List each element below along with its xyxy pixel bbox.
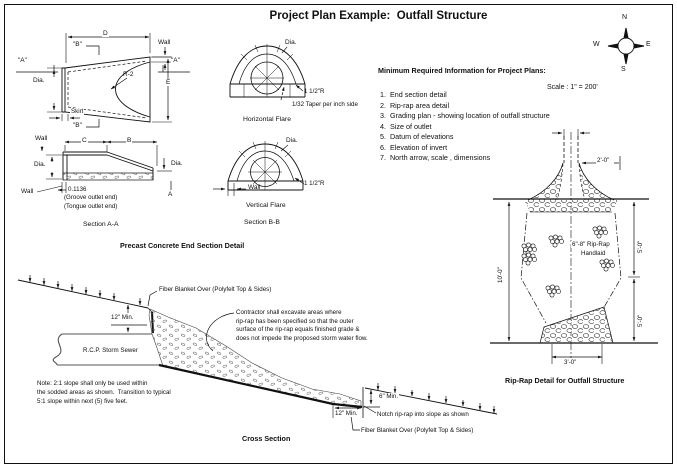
cs-slope-note-line2: the sodded areas as shown. Transition to typical xyxy=(37,389,171,396)
cs-contractor-note-line3: surface of the rip-rap equals finished grade & xyxy=(236,326,360,333)
cs-rcp-label: R.C.P. Storm Sewer xyxy=(83,347,138,354)
aa-caption: Section A-A xyxy=(83,221,119,228)
plan-dia-label: Dia. xyxy=(33,77,45,84)
riprap-dim-2ft-label: 2'-0" xyxy=(597,157,610,164)
horizontal-flare-drawing xyxy=(230,44,305,100)
min-info-item-2: 2. Rip-rap area detail xyxy=(380,101,450,110)
cs-contractor-note-line1: Contractor shall excavate areas where xyxy=(236,309,342,316)
min-info-heading: Minimum Required Information for Project Plans: xyxy=(378,66,546,75)
riprap-note-line1: 6"-8" Rip-Rap xyxy=(572,241,610,248)
compass-rose-drawing xyxy=(608,28,644,64)
riprap-dim-10ft-label: 10'-0" xyxy=(497,267,504,283)
min-info-item-4: 4. Size of outlet xyxy=(380,122,432,131)
min-info-item-5: 5. Datum of elevations xyxy=(380,132,454,141)
aa-groove-label: (Groove outlet end) xyxy=(64,194,118,201)
compass-south-label: S xyxy=(621,66,626,73)
plan-section-b-bottom-label: "B" xyxy=(73,122,82,129)
plan-section-a-left-label: "A" xyxy=(18,57,27,64)
section-bb-caption: Section B-B xyxy=(244,219,280,226)
page-title: Project Plan Example: Outfall Structure xyxy=(269,10,488,22)
aa-dim-b-label: B xyxy=(127,137,132,144)
precast-caption: Precast Concrete End Section Detail xyxy=(120,241,245,250)
compass-west-label: W xyxy=(593,41,600,48)
riprap-dim-3ft-label: 3'-0" xyxy=(564,359,577,366)
riprap-dim-5ft-lower-label: 5'-0" xyxy=(637,314,644,327)
cs-contractor-note-line2: rip-rap has been specified so that the outer xyxy=(236,318,354,325)
plan-skirt-label: Skirt xyxy=(71,108,84,115)
hflare-taper-label: 1/32 Taper per inch side xyxy=(292,101,358,108)
min-info-item-7: 7. North arrow, scale , dimensions xyxy=(380,153,491,162)
aa-dia-left-label: Dia. xyxy=(34,161,46,168)
cs-dim-12-right-label: 12" Min. xyxy=(335,410,358,417)
cs-contractor-note-line4: does not impede the proposed storm water flow. xyxy=(236,335,368,342)
aa-wall-bottom-label: Wall xyxy=(21,188,34,195)
cs-slope-note-line1: Note: 2:1 slope shall only be used within xyxy=(37,380,148,387)
min-info-item-6: 6. Elevation of invert xyxy=(380,143,448,152)
compass-east-label: E xyxy=(646,41,651,48)
plan-dim-d-label: D xyxy=(103,30,108,37)
plan-section-a-right-label: "A" xyxy=(171,57,180,64)
cs-dim-12-left-label: 12" Min. xyxy=(111,314,134,321)
hflare-dia-label: Dia. xyxy=(285,39,297,46)
plan-wall-label: Wall xyxy=(158,39,171,46)
aa-dia-right-label: Dia. xyxy=(171,160,183,167)
hflare-caption: Horizontal Flare xyxy=(243,116,291,123)
vflare-radius-label: 1 1/2"R xyxy=(304,180,325,187)
plan-dim-e-label: E xyxy=(166,79,171,86)
vflare-wall-label: Wall xyxy=(248,184,261,191)
compass-north-label: N xyxy=(622,14,628,21)
cs-fiber-bottom-label: Fiber Blanket Over (Polyfelt Top & Sides) xyxy=(361,427,474,434)
cs-dim-6-label: 6" Min. xyxy=(379,393,399,400)
riprap-note-line2: Handlaid xyxy=(581,250,606,257)
cs-slope-note-line3: 5:1 slope within next (5) five feet. xyxy=(37,398,128,405)
aa-a-label: A xyxy=(168,191,173,198)
riprap-dim-5ft-upper-label: 5'-0" xyxy=(637,240,644,253)
aa-dim-c-label: C xyxy=(82,137,87,144)
vflare-dia-label: Dia. xyxy=(286,137,298,144)
riprap-caption: Rip-Rap Detail for Outfall Structure xyxy=(505,376,625,385)
aa-thickness-label: 0.1136 xyxy=(68,186,87,193)
hflare-radius-label: 1 1/2"R xyxy=(304,88,325,95)
vflare-caption: Vertical Flare xyxy=(246,202,286,209)
min-info-item-1: 1. End section detail xyxy=(380,90,447,99)
aa-tongue-label: (Tongue outlet end) xyxy=(64,203,118,210)
plan-section-b-top-label: "B" xyxy=(73,41,82,48)
scale-label: Scale : 1" = 200' xyxy=(547,84,598,91)
min-info-item-3: 3. Grading plan - showing location of outfall structure xyxy=(380,111,550,120)
cs-notch-label: Notch rip-rap into slope as shown xyxy=(377,411,469,418)
aa-wall-top-label: Wall xyxy=(35,135,48,142)
cs-fiber-top-label: Fiber Blanket Over (Polyfelt Top & Sides) xyxy=(159,286,272,293)
cross-section-caption: Cross Section xyxy=(242,434,291,443)
section-aa-drawing xyxy=(37,142,172,193)
plan-r2-label: R-2 xyxy=(123,71,134,78)
